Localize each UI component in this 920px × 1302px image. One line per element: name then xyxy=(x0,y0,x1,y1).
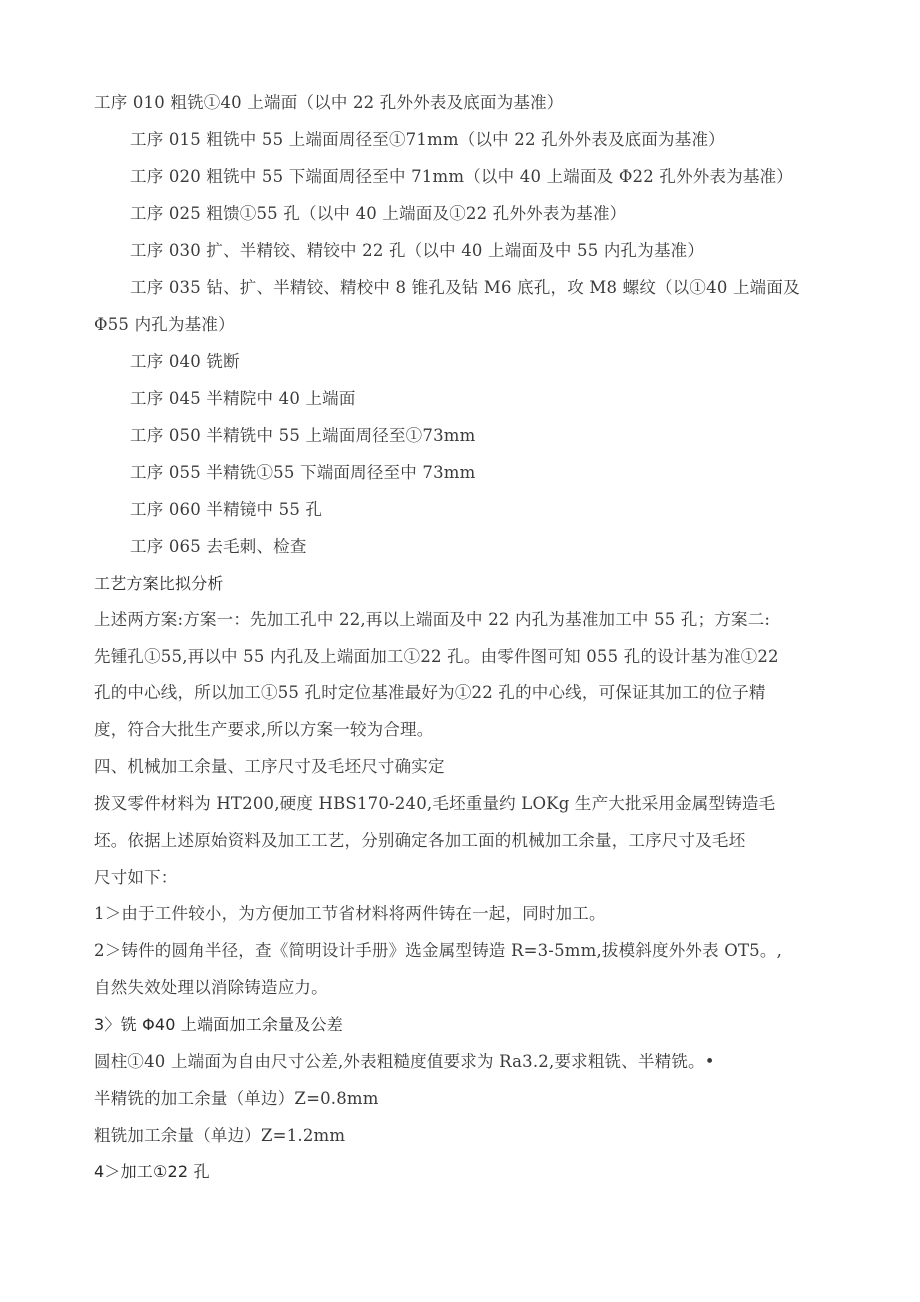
list-item-1: 1＞由于工件较小，为方便加工节省材料将两件铸在一起，同时加工。 xyxy=(94,904,606,923)
process-step-040: 工序 040 铣断 xyxy=(130,352,240,371)
paragraph-line: 粗铣加工余量（单边）Z=1.2mm xyxy=(94,1126,346,1145)
process-step-035-cont: Φ55 内孔为基准） xyxy=(94,315,235,334)
process-step-020: 工序 020 粗铣中 55 下端面周径至中 71mm（以中 40 上端面及 Φ22 孔外外表为基准） xyxy=(130,167,793,186)
process-step-055: 工序 055 半精铣①55 下端面周径至中 73mm xyxy=(130,463,476,482)
paragraph-line: 度，符合大批生产要求,所以方案一较为合理。 xyxy=(94,720,434,739)
paragraph-line: 上述两方案:方案一：先加工孔中 22,再以上端面及中 22 内孔为基准加工中 55 孔；方案二: xyxy=(94,610,771,629)
section-heading-hole-machining: 4＞加工①22 孔 xyxy=(94,1162,210,1181)
process-step-035: 工序 035 钻、扩、半精铰、精校中 8 锥孔及钻 M6 底孔，攻 M8 螺纹（以①40 上端面及 xyxy=(130,278,800,297)
process-step-025: 工序 025 粗馈①55 孔（以中 40 上端面及①22 孔外外表为基准） xyxy=(130,204,627,223)
paragraph-line: 尺寸如下： xyxy=(94,868,178,887)
process-step-015: 工序 015 粗铣中 55 上端面周径至①71mm（以中 22 孔外外表及底面为基准） xyxy=(130,130,725,149)
section-heading-milling-allowance: 3〉铣 Φ40 上端面加工余量及公差 xyxy=(94,1015,343,1034)
paragraph-line: 坯。依据上述原始资料及加工工艺，分别确定各加工面的机械加工余量，工序尺寸及毛坯 xyxy=(94,831,746,850)
process-step-045: 工序 045 半精院中 40 上端面 xyxy=(130,389,356,408)
paragraph-line: 拨叉零件材料为 HT200,硬度 HBS170-240,毛坯重量约 LOKg 生产大批采用金属型铸造毛 xyxy=(94,794,776,813)
paragraph-line: 圆柱①40 上端面为自由尺寸公差,外表粗糙度值要求为 Ra3.2,要求粗铣、半精铣。• xyxy=(94,1052,715,1071)
process-step-010: 工序 010 粗铣①40 上端面（以中 22 孔外外表及底面为基准） xyxy=(94,93,564,112)
paragraph-line: 半精铣的加工余量（单边）Z=0.8mm xyxy=(94,1089,379,1108)
section-heading-comparison: 工艺方案比拟分析 xyxy=(94,574,224,593)
process-step-065: 工序 065 去毛刺、检查 xyxy=(130,537,307,556)
process-step-050: 工序 050 半精铣中 55 上端面周径至①73mm xyxy=(130,426,476,445)
paragraph-line: 孔的中心线，所以加工①55 孔时定位基准最好为①22 孔的中心线，可保证其加工的位子精 xyxy=(94,683,766,702)
process-step-060: 工序 060 半精镜中 55 孔 xyxy=(130,500,323,519)
section-heading-allowance: 四、机械加工余量、工序尺寸及毛坯尺寸确实定 xyxy=(94,757,445,776)
list-item-2-cont: 自然失效处理以消除铸造应力。 xyxy=(94,978,328,997)
process-step-030: 工序 030 扩、半精铰、精铰中 22 孔（以中 40 上端面及中 55 内孔为基准） xyxy=(130,241,705,260)
list-item-2: 2＞铸件的圆角半径，查《简明设计手册》选金属型铸造 R=3-5mm,拔模斜度外外表 OT5。, xyxy=(94,941,783,960)
paragraph-line: 先锺孔①55,再以中 55 内孔及上端面加工①22 孔。由零件图可知 055 孔的设计基为准①22 xyxy=(94,647,779,666)
